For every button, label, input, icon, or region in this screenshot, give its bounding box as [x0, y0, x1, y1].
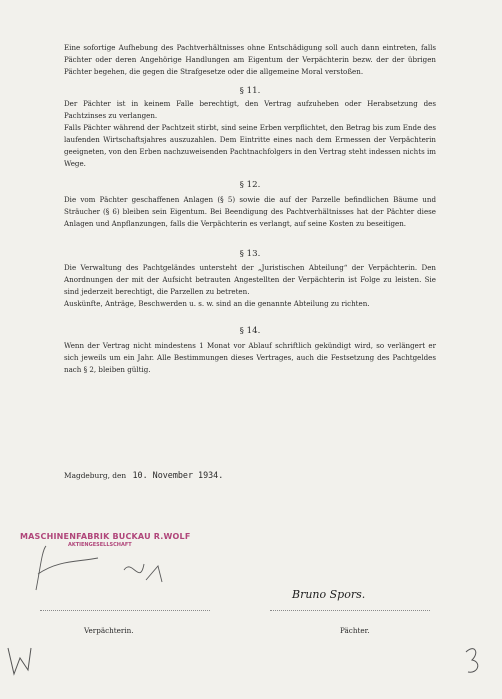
section-13-paragraph-1: Die Verwaltung des Pachtgeländes untersteht der „Juristischen Abteilung“ der Verpächterin. Den Anordnungen der mit der Aufsicht betrauten Angestellten der Verpächterin ist Folge zu leisten. Sie sind jederzeit berechtigt, die Parzellen zu betreten. — [64, 263, 436, 296]
lessor-signature-line — [40, 610, 210, 611]
margin-pencil-mark-right — [460, 640, 486, 680]
tenant-signature: Bruno Spors. — [292, 588, 366, 601]
section-11-paragraph-2: Falls Pächter während der Pachtzeit stirbt, sind seine Erben verpflichtet, den Betrag bis zum Ende des laufenden Wirtschaftsjahres auszuzahlen. Dem Eintritte eines nach dem Ermessen der Verpächterin geeigneten, von den Erben nachzuweisenden Pachtnachfolgers in den Vertrag steht indessen nichts im Wege. — [64, 123, 436, 168]
section-14-heading: § 14. — [239, 326, 261, 336]
lessor-label: Verpächterin. — [84, 626, 134, 635]
section-11-heading: § 11. — [239, 86, 261, 96]
tenant-signature-line — [270, 610, 430, 611]
lessor-signature-scribble — [28, 540, 188, 600]
tenant-label: Pächter. — [340, 626, 370, 635]
section-13-heading: § 13. — [239, 249, 261, 259]
place-date-line — [64, 470, 223, 480]
section-14-paragraph-1: Wenn der Vertrag nicht mindestens 1 Monat vor Ablauf schriftlich gekündigt wird, so verlängert er sich jeweils um ein Jahr. Alle Bestimmungen dieses Vertrages, auch die Festsetzung des Pachtgeldes nach § 2, bleiben gültig. — [64, 341, 436, 374]
section-12-paragraph-1: Die vom Pächter geschaffenen Anlagen (§ 5) sowie die auf der Parzelle befindlichen Bäume und Sträucher (§ 6) bleiben sein Eigentum. Bei Beendigung des Pachtverhältnisses hat der Pächter diese Anlagen und Anpflanzungen, falls die Verpächterin es verlangt, auf seine Kosten zu beseitigen. — [64, 195, 436, 228]
margin-pencil-mark-left — [4, 640, 34, 680]
stamp-line-2: AKTIENGESELLSCHAFT — [68, 542, 132, 548]
paragraph-top: Eine sofortige Aufhebung des Pachtverhältnisses ohne Entschädigung soll auch dann eintreten, falls Pächter oder deren Angehörige Handlungen am Eigentum der Verpächterin bezw. der der übrigen Pächter begehen, die gegen die Strafgesetze oder die allgemeine Moral verstoßen. — [64, 43, 436, 76]
section-12-heading: § 12. — [239, 180, 261, 190]
section-11-paragraph-1: Der Pächter ist in keinem Falle berechtigt, den Vertrag aufzuheben oder Herabsetzung des Pachtzinses zu verlangen. — [64, 99, 436, 120]
stamp-line-1: MASCHINENFABRIK BUCKAU R.WOLF — [20, 532, 191, 541]
place-text: Magdeburg, den — [64, 471, 127, 480]
typed-date: 10. November 1934. — [132, 470, 224, 480]
section-13-paragraph-2: Auskünfte, Anträge, Beschwerden u. s. w. sind an die genannte Abteilung zu richten. — [64, 299, 370, 308]
